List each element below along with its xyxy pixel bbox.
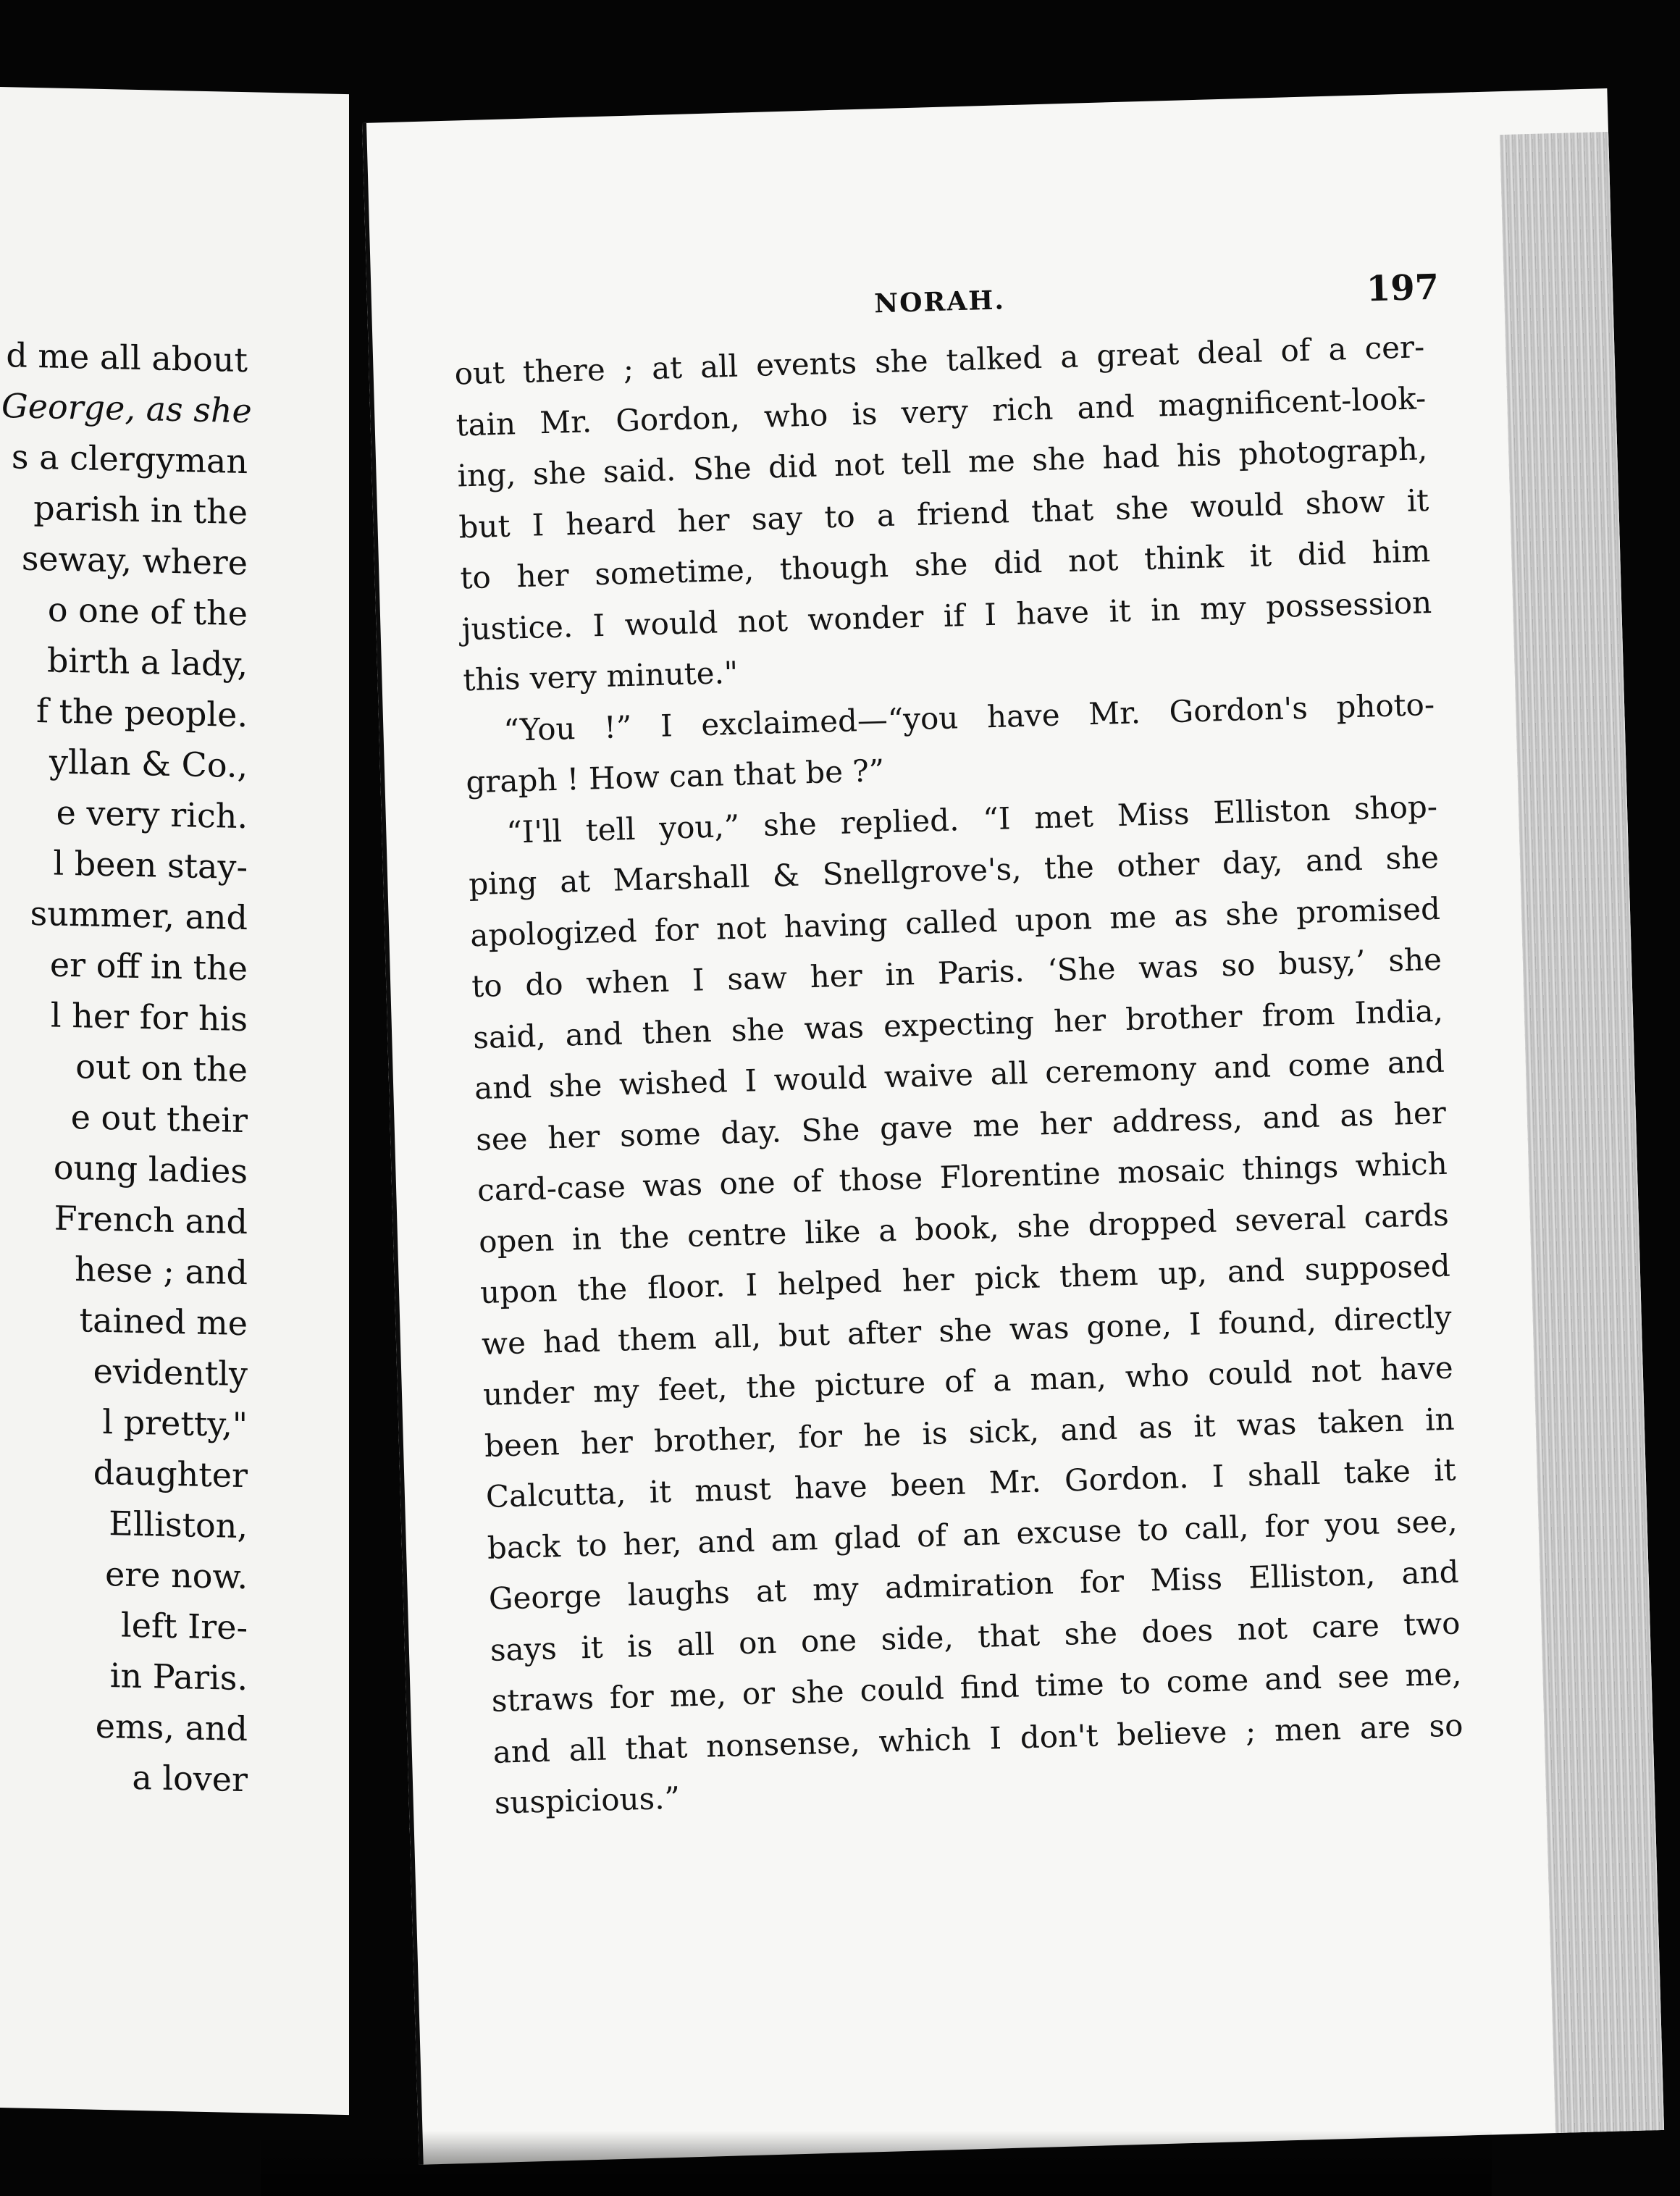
text-line: e out their	[70, 1097, 248, 1141]
text-line: oung ladies	[53, 1147, 248, 1191]
text-line: a lover	[132, 1757, 248, 1800]
text-line: out on the	[75, 1047, 248, 1090]
text-line: upon the floor. I helped her pick them up, and supposed	[479, 1247, 1451, 1311]
right-page	[362, 88, 1664, 2165]
text-line: suspicious.”	[494, 1780, 681, 1821]
text-line: summer, and	[30, 893, 248, 938]
text-line: daughter	[93, 1452, 248, 1496]
text-line: in Paris.	[109, 1656, 248, 1698]
text-line: Elliston,	[109, 1504, 248, 1546]
left-page-text	[1, 330, 349, 1807]
text-line: and she wished I would waive all ceremony and come and	[474, 1043, 1445, 1107]
text-line: f the people.	[36, 691, 248, 735]
text-line: l pretty,"	[102, 1401, 248, 1445]
text-line: l been stay-	[53, 843, 248, 887]
text-line: but I heard her say to a friend that she would show it	[458, 482, 1429, 545]
running-head: NORAH.	[873, 285, 1006, 319]
text-line: “You !” I exclaimed—“you have Mr. Gordon's photo-	[503, 686, 1435, 748]
text-line: ere now.	[105, 1554, 248, 1597]
text-line: hese ; and	[75, 1249, 248, 1293]
text-line: we had them all, but after she was gone, I found, directly	[481, 1299, 1453, 1362]
text-line: Calcutta, it must have been Mr. Gordon. I shall take it	[485, 1451, 1457, 1514]
text-line: to her sometime, though she did not think it did him	[459, 533, 1431, 596]
text-line: yllan & Co.,	[49, 742, 248, 786]
text-line: under my feet, the picture of a man, who could not have	[482, 1349, 1454, 1413]
scan-shadow	[261, 2131, 1492, 2196]
text-line: says it is all on one side, that she does not care two	[490, 1604, 1461, 1668]
text-line: been her brother, for he is sick, and as it was taken in	[484, 1401, 1456, 1464]
page-text	[454, 322, 1466, 1829]
text-line: justice. I would not wonder if I have it in my possession	[461, 584, 1432, 647]
page-number: 197	[1366, 267, 1440, 310]
text-line: “I'll tell you,” she replied. “I met Miss Elliston shop-	[505, 788, 1438, 850]
text-line: d me all about	[6, 335, 248, 380]
text-line: this very minute."	[462, 654, 739, 698]
text-line: tain Mr. Gordon, who is very rich and magnificent-look-	[455, 380, 1427, 443]
text-line: out there ; at all events she talked a great deal of a cer-	[454, 329, 1425, 392]
text-line: card-case was one of those Florentine mosaic things which	[476, 1145, 1448, 1209]
text-line: l her for his	[50, 995, 248, 1039]
text-line: ing, she said. She did not tell me she had his photograph,	[456, 431, 1428, 494]
text-line: said, and then she was expecting her brother from India,	[472, 992, 1444, 1055]
text-line: tained me	[79, 1300, 248, 1344]
text-line: ems, and	[95, 1706, 248, 1749]
text-line: er off in the	[49, 944, 248, 989]
text-line: o one of the	[47, 590, 248, 634]
text-line: back to her, and am glad of an excuse to call, for you see,	[487, 1503, 1458, 1566]
page-edge	[1500, 132, 1664, 2133]
text-line: evidently	[93, 1351, 248, 1394]
text-line: graph ! How can that be ?”	[465, 753, 885, 800]
text-line: French and	[54, 1198, 248, 1242]
text-line: birth a lady,	[46, 640, 248, 684]
text-line: apologized for not having called upon me as she promised	[469, 890, 1441, 953]
text-line: and all that nonsense, which I don't believe ; men are so	[492, 1706, 1464, 1770]
text-line: seway, where	[21, 538, 248, 583]
text-line: s a clergyman	[11, 437, 248, 482]
text-line: to do when I saw her in Paris. ‘She was so busy,’ she	[471, 941, 1442, 1005]
text-line: e very rich.	[56, 792, 248, 837]
text-line: left Ire-	[121, 1605, 248, 1648]
text-line: ping at Marshall & Snellgrove's, the other day, and she	[468, 839, 1440, 902]
text-line: see her some day. She gave me her address, and as her	[475, 1094, 1447, 1157]
text-line: George laughs at my admiration for Miss Elliston, and	[488, 1554, 1460, 1617]
left-page	[0, 87, 349, 2115]
text-line: George, as she	[1, 386, 252, 431]
text-line: parish in the	[33, 487, 248, 532]
text-line: straws for me, or she could find time to come and see me,	[491, 1656, 1463, 1719]
text-line: open in the centre like a book, she dropped several cards	[478, 1197, 1450, 1260]
